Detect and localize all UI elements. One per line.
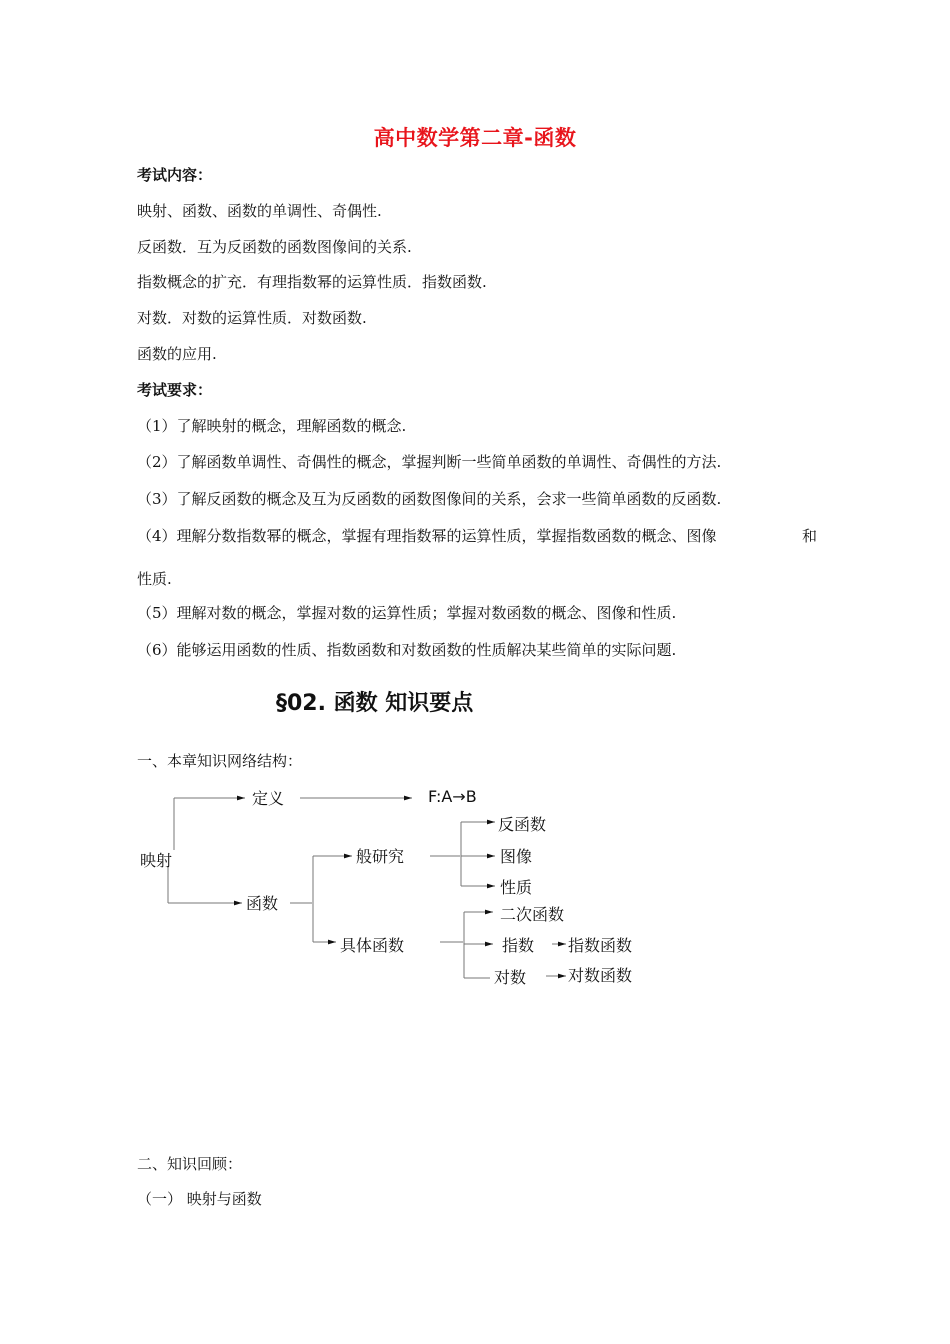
node-graph: 图像 [500, 847, 533, 866]
network-heading: 一、本章知识网络结构： [137, 752, 303, 770]
exam-content-line: 对数．对数的运算性质．对数函数. [137, 309, 367, 327]
requirement-item: （3）了解反函数的概念及互为反函数的函数图像间的关系，会求一些简单函数的反函数. [137, 490, 722, 508]
requirement-item-continuation: 性质. [137, 570, 172, 588]
requirement-item-text: （4）理解分数指数幂的概念，掌握有理指数幂的运算性质，掌握指数函数的概念、图像 [137, 527, 717, 545]
section-title: §02. 函数 知识要点 [276, 691, 474, 716]
page-title: 高中数学第二章-函数 [373, 126, 577, 150]
node-logarithm: 对数 [494, 968, 527, 987]
node-definition: 定义 [252, 789, 285, 808]
requirement-item: （6）能够运用函数的性质、指数函数和对数函数的性质解决某些简单的实际问题. [137, 641, 677, 659]
exam-content-heading: 考试内容： [137, 166, 213, 184]
node-exponent: 指数 [502, 936, 535, 955]
node-property: 性质 [500, 878, 533, 897]
node-quadratic: 二次函数 [500, 905, 565, 924]
exam-content-line: 映射、函数、函数的单调性、奇偶性. [137, 202, 382, 220]
node-general: 般研究 [356, 847, 405, 866]
exam-requirements-heading: 考试要求： [137, 381, 213, 399]
node-log-func: 对数函数 [568, 966, 633, 985]
requirement-item: （5）理解对数的概念，掌握对数的运算性质；掌握对数函数的概念、图像和性质. [137, 604, 677, 622]
node-fab: F:A→B [428, 787, 477, 806]
review-subheading: （一） 映射与函数 [137, 1190, 262, 1208]
exam-content-line: 指数概念的扩充．有理指数幂的运算性质．指数函数. [137, 273, 487, 291]
exam-content-line: 函数的应用. [137, 345, 217, 363]
node-inverse: 反函数 [498, 815, 547, 834]
node-exp-func: 指数函数 [568, 936, 633, 955]
review-heading: 二、知识回顾： [137, 1155, 243, 1173]
exam-content-line: 反函数．互为反函数的函数图像间的关系. [137, 238, 412, 256]
node-function: 函数 [246, 894, 279, 913]
requirement-item: （2）了解函数单调性、奇偶性的概念，掌握判断一些简单函数的单调性、奇偶性的方法. [137, 453, 722, 471]
requirement-item: （1）了解映射的概念，理解函数的概念. [137, 417, 407, 435]
requirement-item-tail: 和 [801, 527, 817, 545]
node-mapping: 映射 [140, 851, 173, 870]
requirement-item-4 [137, 525, 817, 546]
node-specific: 具体函数 [340, 936, 405, 955]
knowledge-network-diagram [0, 770, 950, 1000]
